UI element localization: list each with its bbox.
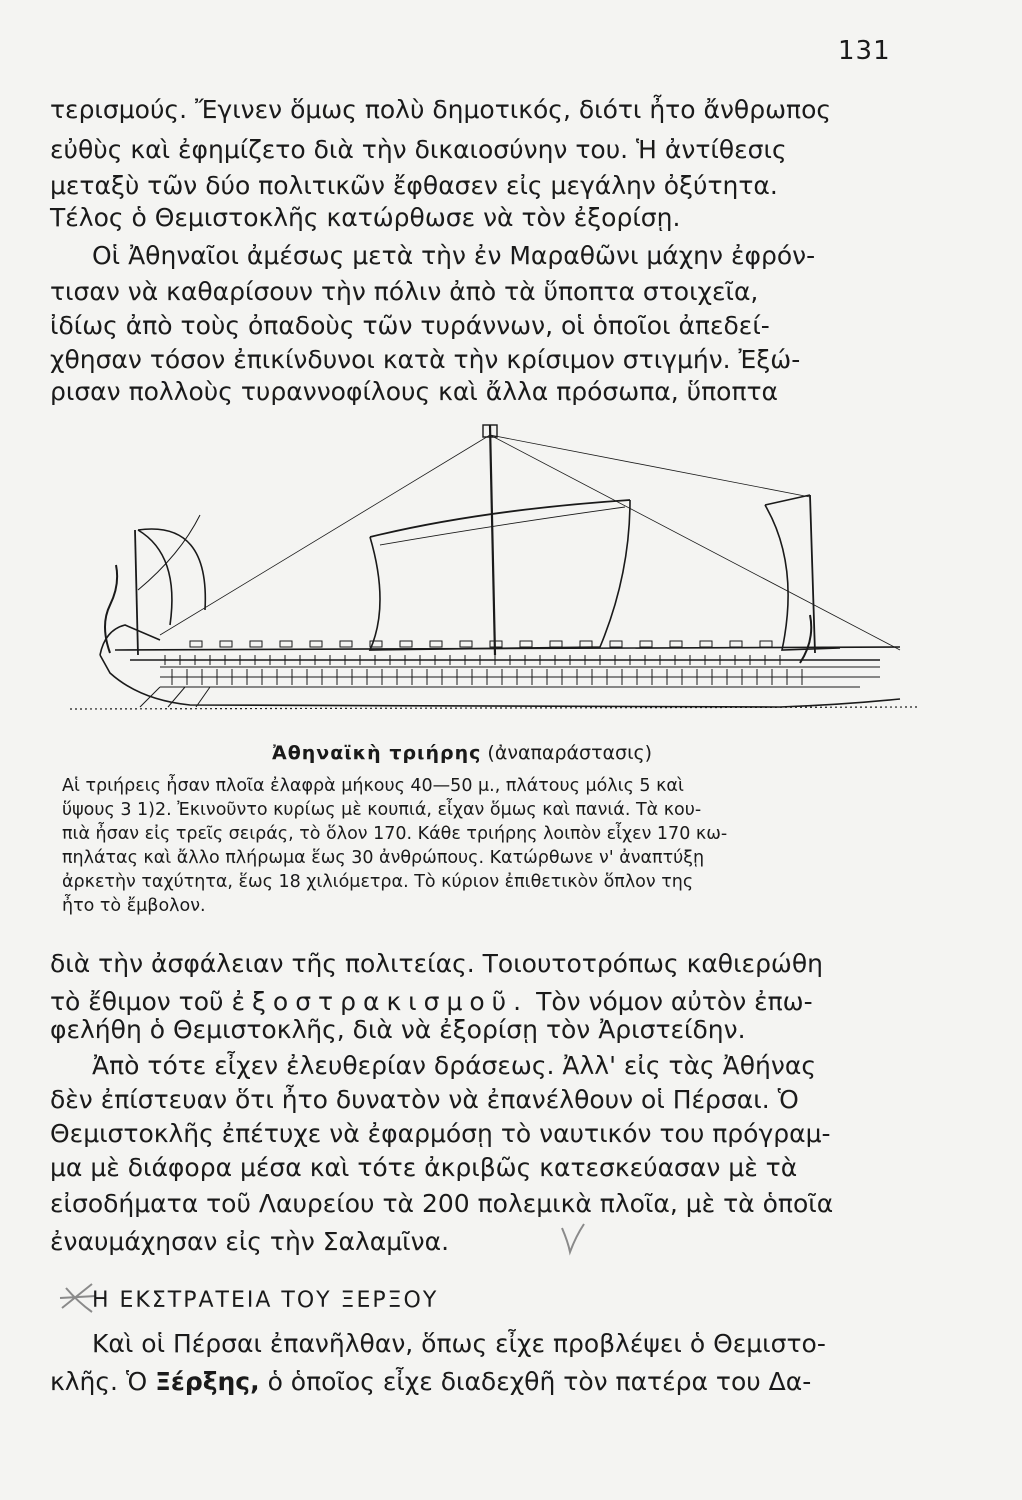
text-segment: Τὸν νόμον αὐτὸν ἐπω- [536,987,813,1016]
text-line: Τέλος ὁ Θεμιστοκλῆς κατώρθωσε νὰ τὸν ἐξορίσῃ. [50,203,681,232]
text-line: μα μὲ διάφορα μέσα καὶ τότε ἀκριβῶς κατεσκεύασαν μὲ τὰ [50,1153,798,1182]
text-segment: τὸ ἔθιμον τοῦ [50,987,224,1016]
figure-title-rest: (ἀναπαράστασις) [487,742,653,764]
caption-line: ἀρκετὴν ταχύτητα, ἕως 18 χιλιόμετρα. Τὸ κύριον ἐπιθετικὸν ὅπλον της [62,872,694,892]
text-line: Ἀπὸ τότε εἶχεν ἐλευθερίαν δράσεως. Ἀλλ' εἰς τὰς Ἀθήνας [92,1051,817,1080]
text-line: μεταξὺ τῶν δύο πολιτικῶν ἔφθασεν εἰς μεγάλην ὀξύτητα. [50,171,778,200]
caption-line: ὕψους 3 1)2. Ἐκινοῦντο κυρίως μὲ κουπιά, εἶχαν ὅμως καὶ πανιά. Τὰ κου- [62,800,702,820]
text-line: ρισαν πολλοὺς τυραννοφίλους καὶ ἄλλα πρόσωπα, ὕποπτα [50,377,779,406]
text-line: χθησαν τόσον ἐπικίνδυνοι κατὰ τὴν κρίσιμον στιγμήν. Ἐξώ- [50,345,801,374]
text-line: τισαν νὰ καθαρίσουν τὴν πόλιν ἀπὸ τὰ ὕποπτα στοιχεῖα, [50,277,759,306]
text-line: Οἱ Ἀθηναῖοι ἀμέσως μετὰ τὴν ἐν Μαραθῶνι μάχην ἐφρόν- [92,241,816,270]
section-heading: Η ΕΚΣΤΡΑΤΕΙΑ ΤΟΥ ΞΕΡΞΟΥ [92,1288,439,1313]
caption-line: ἦτο τὸ ἔμβολον. [62,896,206,916]
text-line: Θεμιστοκλῆς ἐπέτυχε νὰ ἐφαρμόσῃ τὸ ναυτικόν του πρόγραμ- [50,1119,831,1148]
text-line: εὐθὺς καὶ ἐφημίζετο διὰ τὴν δικαιοσύνην του. Ἡ ἀντίθεσις [50,135,787,164]
text-line: Καὶ οἱ Πέρσαι ἐπανῆλθαν, ὅπως εἶχε προβλέψει ὁ Θεμιστο- [92,1329,826,1358]
text-line: τερισμούς. Ἔγινεν ὅμως πολὺ δημοτικός, διότι ἦτο ἄνθρωπος [50,95,832,124]
caption-line: πηλάτας καὶ ἄλλο πλήρωμα ἕως 30 ἀνθρώπους. Κατώρθωνε ν' ἀναπτύξῃ [62,848,705,868]
caption-line: Αἱ τριήρεις ἦσαν πλοῖα ἐλαφρὰ μήκους 40—50 μ., πλάτους μόλις 5 καὶ [62,776,684,796]
text-line: διὰ τὴν ἀσφάλειαν τῆς πολιτείας. Τοιουτοτρόπως καθιερώθη [50,949,824,978]
text-line: φελήθη ὁ Θεμιστοκλῆς, διὰ νὰ ἐξορίσῃ τὸν Ἀριστείδην. [50,1015,746,1044]
caption-line: πιὰ ἦσαν εἰς τρεῖς σειράς, τὸ ὅλον 170. Κάθε τριήρης λοιπὸν εἶχεν 170 κω- [62,824,728,844]
trireme-illustration [40,415,920,715]
pencil-check-mark [560,1222,586,1256]
text-line [50,1366,940,1398]
text-segment: κλῆς. Ὁ [50,1367,148,1396]
text-line: ἰδίως ἀπὸ τοὺς ὀπαδοὺς τῶν τυράννων, οἱ ὁποῖοι ἀπεδεί- [50,311,770,340]
text-line: δὲν ἐπίστευαν ὅτι ἦτο δυνατὸν νὰ ἐπανέλθουν οἱ Πέρσαι. Ὁ [50,1085,799,1114]
figure-title-bold: Ἀθηναϊκὴ τριήρης [272,742,482,764]
figure-title [272,742,652,764]
text-segment: ὁ ὁποῖος εἶχε διαδεχθῆ τὸν πατέρα του Δα- [267,1367,812,1396]
page-number: 131 [838,36,891,66]
text-line: εἰσοδήματα τοῦ Λαυρείου τὰ 200 πολεμικὰ πλοῖα, μὲ τὰ ὁποῖα [50,1189,834,1218]
spaced-term: ἐξοστρακισμοῦ. [231,987,529,1016]
bold-name: Ξέρξης, [155,1367,260,1396]
text-line: ἐναυμάχησαν εἰς τὴν Σαλαμῖνα. [50,1227,450,1256]
